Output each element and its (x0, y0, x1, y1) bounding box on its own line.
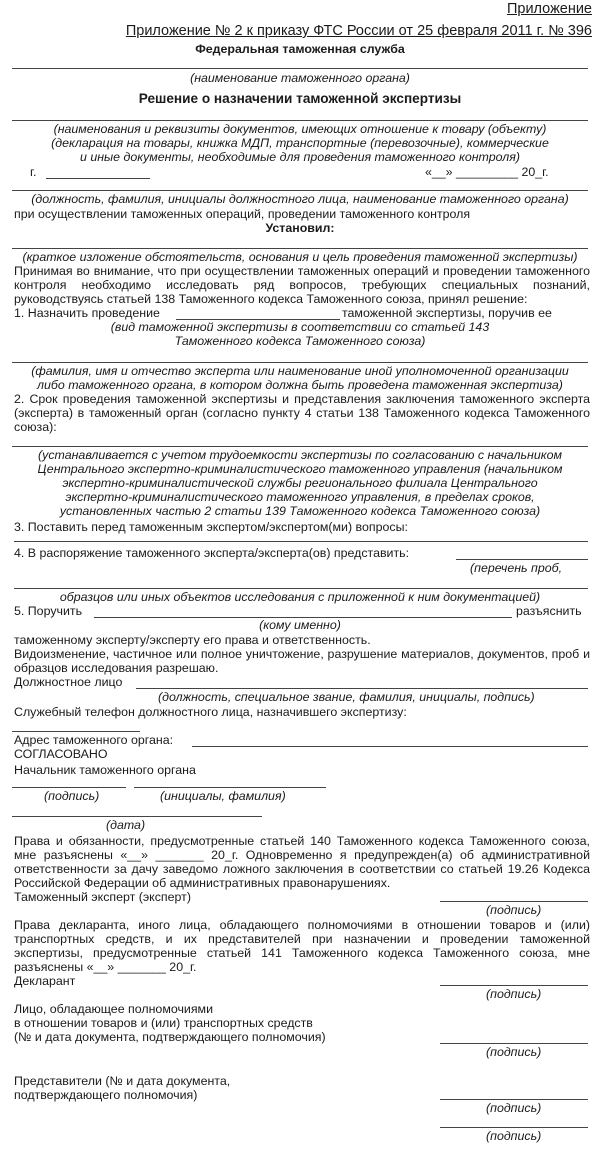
exam-type-caption-1: (вид таможенной экспертизы в соответствии со статьей 143 (110, 320, 490, 334)
samples-caption-1: (перечень проб, (470, 561, 563, 575)
term-caption-2: Центрального экспертно-криминалистического таможенного управления (начальником (37, 462, 563, 476)
samples-caption-2: образцов или иных объектов исследования с приложенной к ним документацией) (59, 590, 541, 604)
declarant-signature-line (440, 985, 588, 986)
official-line (12, 190, 588, 191)
city-line (46, 178, 150, 179)
date-signature-line (12, 816, 262, 817)
term-caption-5: установленных частью 2 статьи 139 Таможенного кодекса Таможенного союза) (59, 504, 541, 518)
chief-signature-caption: (подпись) (44, 789, 100, 803)
expert-caption-1: (фамилия, имя и отчество эксперта или наименование иной уполномоченной организации (31, 364, 569, 378)
authorized-label-1: Лицо, обладающее полномочиями (14, 1002, 213, 1016)
authorized-signature-line (440, 1043, 588, 1044)
customs-body-line (12, 68, 588, 69)
customs-expert-label: Таможенный эксперт (эксперт) (14, 890, 191, 904)
documents-line (12, 120, 588, 121)
customs-expert-signature-caption: (подпись) (486, 903, 542, 917)
modification-paragraph: Видоизменение, частичное или полное уничтожение, разрушение материалов, документов, проб и образцов исследования разрешаю. (14, 647, 590, 675)
service-name: Федеральная таможенная служба (195, 42, 405, 56)
expert-line (12, 362, 588, 363)
expert-caption-2: либо таможенного органа, в котором должна быть проведена таможенная экспертиза) (37, 378, 563, 392)
considering-paragraph: Принимая во внимание, что при осуществлении таможенных операций и проведении таможенного контроля необходимо исследовать ряд вопросов, требующих специальных познаний, руководствуясь статьей 138 Таможенного кодекса Таможенного союза, принял решение: (14, 264, 590, 306)
to-whom-caption: (кому именно) (259, 618, 341, 632)
address-line (192, 746, 588, 747)
agreed-label: СОГЛАСОВАНО (14, 747, 108, 761)
chief-label: Начальник таможенного органа (14, 763, 196, 777)
documents-caption-2: (декларация на товары, книжка МДП, транспортные (перевозочные), коммерческие (51, 136, 549, 150)
phone-line (12, 731, 140, 732)
samples-line-2 (14, 588, 588, 589)
term-caption-1: (устанавливается с учетом трудоемкости экспертизы по согласованию с начальником (38, 448, 562, 462)
date-caption: (дата) (106, 818, 146, 832)
item5-label: 5. Поручить (14, 604, 83, 618)
official-caption: (должность, фамилия, инициалы должностного лица, наименование таможенного органа) (31, 192, 569, 206)
representative-signature-line-1 (440, 1099, 588, 1100)
document-title: Решение о назначении таможенной экспертизы (138, 91, 462, 106)
term-line (12, 446, 588, 447)
item5-explain: разъяснить (516, 604, 582, 618)
exam-type-caption-2: Таможенного кодекса Таможенного союза) (174, 334, 426, 348)
official-signature-line (136, 688, 588, 689)
summary-caption: (краткое изложение обстоятельств, основания и цель проведения таможенной экспертизы) (22, 250, 578, 264)
official-details-caption: (должность, специальное звание, фамилия, инициалы, подпись) (158, 690, 535, 704)
during-text: при осуществлении таможенных операций, проведении таможенного контроля (14, 207, 471, 221)
city-prefix: г. (30, 165, 37, 179)
representative-signature-caption-2: (подпись) (486, 1129, 542, 1143)
summary-line (12, 248, 588, 249)
representative-signature-line-2 (440, 1127, 588, 1128)
item1-assign: таможенной экспертизы, поручив ее (342, 306, 552, 320)
declarant-label: Декларант (14, 974, 76, 988)
representatives-label-2: подтверждающего полномочия) (14, 1088, 198, 1102)
authorized-label-2: в отношении товаров и (или) транспортных средств (14, 1016, 313, 1030)
official-label: Должностное лицо (14, 675, 123, 689)
item1-label: 1. Назначить проведение (14, 306, 160, 320)
declarant-signature-caption: (подпись) (486, 987, 542, 1001)
questions-line (14, 541, 588, 542)
item3-label: 3. Поставить перед таможенным экспертом/экспертом(ми) вопросы: (14, 520, 408, 534)
appendix-label: Приложение (506, 1, 592, 17)
rights-line: таможенному эксперту/эксперту его права и ответственность. (14, 633, 371, 647)
order-reference: Приложение № 2 к приказу ФТС России от 25 февраля 2011 г. № 396 (125, 23, 592, 39)
date-line: «__» _________ 20_г. (425, 165, 549, 179)
item2-paragraph: 2. Срок проведения таможенной экспертизы и представления заключения таможенного эксперта (эксперта) в таможенный орган (согласно пункту 4 статьи 138 Таможенного кодекса Таможенного союза): (14, 392, 590, 434)
term-caption-3: экспертно-криминалистической службы регионального филиала Центрального (62, 476, 538, 490)
phone-label: Служебный телефон должностного лица, назначившего экспертизу: (14, 705, 407, 719)
samples-line-1 (456, 559, 588, 560)
address-label: Адрес таможенного органа: (14, 733, 174, 747)
chief-initials-line (134, 787, 326, 788)
declarant-rights-paragraph: Права декларанта, иного лица, обладающего полномочиями в отношении товаров и (или) транспортных средств, и их представителей при назначении и проведении таможенной экспертизы, предусмотренные статьей 141 Таможенного кодекса Таможенного союза, мне разъяснены «__» _______ 20_г. (14, 918, 590, 974)
documents-caption-1: (наименования и реквизиты документов, имеющих отношение к товару (объекту) (53, 122, 547, 136)
chief-signature-line (12, 787, 126, 788)
customs-body-caption: (наименование таможенного органа) (190, 71, 410, 85)
established-heading: Установил: (265, 221, 335, 235)
customs-expert-signature-line (440, 901, 588, 902)
authorized-label-3: (№ и дата документа, подтверждающего полномочия) (14, 1030, 326, 1044)
term-caption-4: экспертно-криминалистического таможенного управления, в пределах сроков, (65, 490, 535, 504)
chief-initials-caption: (инициалы, фамилия) (160, 789, 286, 803)
expert-rights-paragraph: Права и обязанности, предусмотренные статьей 140 Таможенного кодекса Таможенного союза, мне разъяснены «__» _______ 20_г. Одновременно я предупрежден(а) об административной ответственности за дачу заведомо ложного заключения в соответствии со статьей 19.26 Кодекса Российской Федерации об административных правонарушениях. (14, 834, 590, 890)
representative-signature-caption-1: (подпись) (486, 1101, 542, 1115)
representatives-label-1: Представители (№ и дата документа, (14, 1074, 231, 1088)
item4-label: 4. В распоряжение таможенного эксперта/эксперта(ов) представить: (14, 546, 410, 560)
authorized-signature-caption: (подпись) (486, 1045, 542, 1059)
documents-caption-3: и иные документы, необходимые для проведения таможенного контроля) (80, 150, 520, 164)
